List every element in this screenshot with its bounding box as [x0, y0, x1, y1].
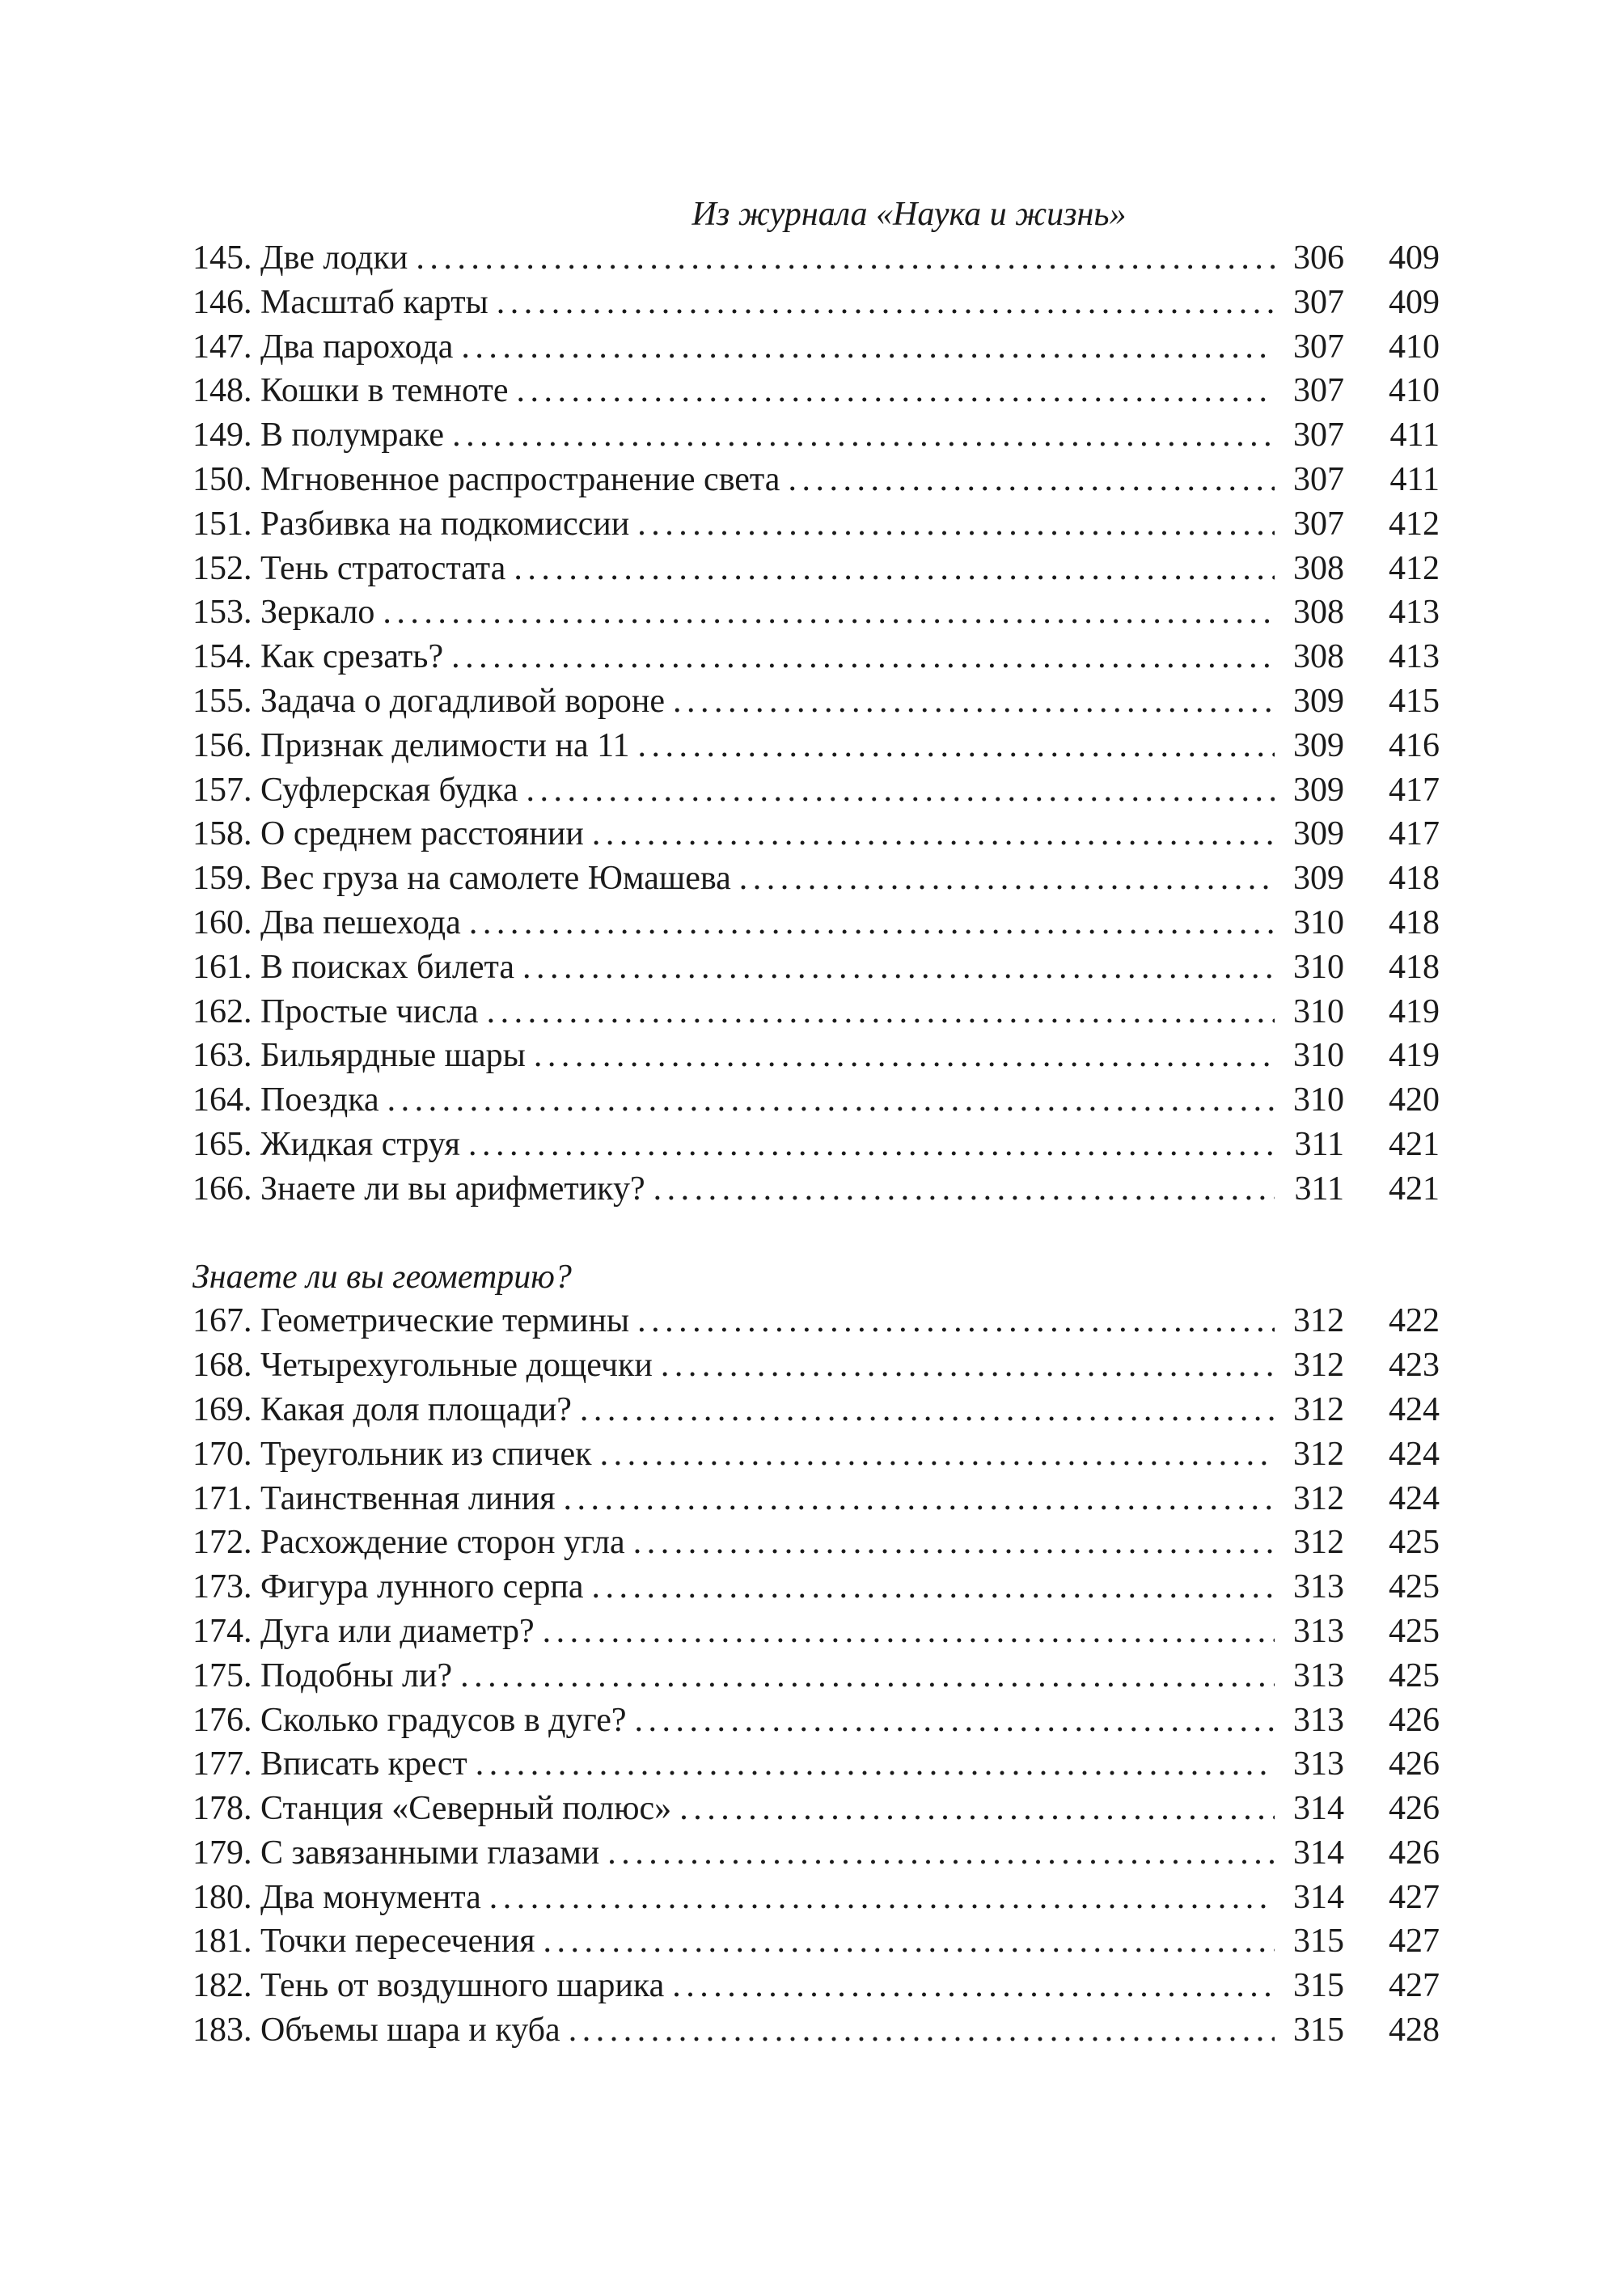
toc-entry-title: 156. Признак делимости на 11 [192, 726, 630, 764]
dot-leader [460, 1654, 1275, 1699]
toc-entry [192, 1876, 1440, 1920]
dot-leader [516, 369, 1275, 413]
toc-entry-title: 159. Вес груза на самолете Юмашева [192, 860, 731, 898]
dot-leader [672, 1964, 1275, 2008]
toc-entry-page: 310 [1293, 1081, 1344, 1119]
dot-leader [543, 1610, 1275, 1654]
toc-entry [192, 1477, 1440, 1521]
toc-entry-answer-page: 410 [1389, 328, 1440, 366]
toc-entry-title: 170. Треугольник из спичек [192, 1435, 592, 1473]
toc-entry-answer-page: 412 [1389, 505, 1440, 543]
dot-leader [607, 1831, 1275, 1876]
toc-entry-title: 176. Сколько градусов в дуге? [192, 1701, 627, 1739]
toc-entry-title: 160. Два пешехода [192, 903, 461, 941]
toc-entry-title: 177. Вписать крест [192, 1745, 467, 1783]
toc-entry-answer-page: 413 [1389, 594, 1440, 632]
toc-entry-page: 314 [1293, 1834, 1344, 1872]
toc-entry-answer-page: 424 [1389, 1435, 1440, 1473]
toc-entry-page: 310 [1293, 1037, 1344, 1075]
toc-entry-title: 182. Тень от воздушного шарика [192, 1967, 665, 2005]
dot-leader [633, 1521, 1275, 1565]
toc-entry-answer-page: 413 [1389, 638, 1440, 676]
dot-leader [661, 1343, 1275, 1388]
dot-leader [522, 946, 1275, 990]
toc-entry-answer-page: 427 [1389, 1923, 1440, 1961]
toc-entry-page: 306 [1293, 239, 1344, 277]
toc-entry-title: 180. Два монумента [192, 1878, 481, 1916]
toc-entry-answer-page: 419 [1389, 1037, 1440, 1075]
toc-entry [192, 1919, 1440, 1964]
toc-entry-title: 167. Геометрические термины [192, 1302, 630, 1340]
toc-entry-page: 312 [1293, 1479, 1344, 1517]
toc-entry-page: 307 [1293, 372, 1344, 410]
toc-entry-title: 162. Простые числа [192, 992, 479, 1030]
dot-leader [634, 1699, 1275, 1743]
toc-entry-page: 308 [1293, 549, 1344, 587]
toc-entry-title: 165. Жидкая струя [192, 1125, 460, 1163]
toc-entry-title: 150. Мгновенное распространение света [192, 460, 780, 498]
running-head: Из журнала «Наука и жизнь» [691, 196, 1127, 233]
toc-entry-answer-page: 409 [1389, 283, 1440, 321]
toc-entry-page: 313 [1293, 1612, 1344, 1650]
toc-section-geometry [192, 1299, 1440, 2053]
toc-entry [192, 679, 1440, 724]
dot-leader [637, 502, 1275, 547]
toc-entry-page: 312 [1293, 1435, 1344, 1473]
toc-entry-title: 178. Станция «Северный полюс» [192, 1790, 672, 1828]
toc-entry-title: 179. С завязанными глазами [192, 1834, 600, 1872]
toc-entry [192, 1964, 1440, 2008]
toc-entry-title: 166. Знаете ли вы арифметику? [192, 1170, 645, 1208]
section-heading: Знаете ли вы геометрию? [192, 1258, 572, 1296]
toc-entry-title: 145. Две лодки [192, 239, 408, 277]
toc-entry-answer-page: 419 [1389, 992, 1440, 1030]
toc-entry [192, 946, 1440, 990]
toc-entry-answer-page: 412 [1389, 549, 1440, 587]
toc-entry-answer-page: 422 [1389, 1302, 1440, 1340]
dot-leader [592, 1565, 1275, 1610]
dot-leader [592, 812, 1275, 857]
toc-entry-page: 307 [1293, 417, 1344, 455]
toc-entry-title: 152. Тень стратостата [192, 549, 506, 587]
toc-entry-answer-page: 417 [1389, 815, 1440, 853]
toc-entry [192, 1078, 1440, 1123]
toc-entry-answer-page: 425 [1389, 1612, 1440, 1650]
dot-leader [497, 281, 1275, 325]
toc-entry-title: 168. Четырехугольные дощечки [192, 1347, 653, 1385]
toc-entry [192, 724, 1440, 768]
toc-entry-title: 175. Подобны ли? [192, 1656, 453, 1694]
toc-entry-answer-page: 426 [1389, 1834, 1440, 1872]
toc-entry-title: 174. Дуга или диаметр? [192, 1612, 535, 1650]
toc-entry-title: 154. Как срезать? [192, 638, 444, 676]
toc-entry-answer-page: 421 [1389, 1170, 1440, 1208]
dot-leader [469, 901, 1275, 946]
toc-entry-answer-page: 426 [1389, 1745, 1440, 1783]
toc-entry-title: 146. Масштаб карты [192, 283, 488, 321]
dot-leader [543, 1919, 1275, 1964]
toc-entry-answer-page: 424 [1389, 1479, 1440, 1517]
toc-entry [192, 1432, 1440, 1477]
toc-entry-answer-page: 428 [1389, 2012, 1440, 2050]
dot-leader [534, 1034, 1275, 1078]
toc-entry-answer-page: 421 [1389, 1125, 1440, 1163]
dot-leader [788, 458, 1275, 502]
toc-entry-title: 148. Кошки в темноте [192, 372, 509, 410]
toc-entry-title: 183. Объемы шара и куба [192, 2012, 560, 2050]
toc-entry-page: 307 [1293, 328, 1344, 366]
toc-entry-title: 181. Точки пересечения [192, 1923, 535, 1961]
toc-entry [192, 369, 1440, 413]
toc-entry-page: 307 [1293, 283, 1344, 321]
dot-leader [489, 1876, 1275, 1920]
toc-entry-page: 310 [1293, 903, 1344, 941]
toc-entry-title: 173. Фигура лунного серпа [192, 1568, 584, 1606]
dot-leader [468, 1123, 1275, 1167]
toc-entry-answer-page: 411 [1389, 417, 1440, 455]
toc-entry [192, 413, 1440, 458]
toc-entry-answer-page: 416 [1389, 726, 1440, 764]
toc-entry-page: 309 [1293, 815, 1344, 853]
dot-leader [638, 724, 1275, 768]
dot-leader [653, 1167, 1275, 1212]
toc-entry-answer-page: 423 [1389, 1347, 1440, 1385]
toc-entry-page: 313 [1293, 1745, 1344, 1783]
toc-entry-page: 312 [1293, 1302, 1344, 1340]
toc-entry-page: 313 [1293, 1568, 1344, 1606]
toc-entry [192, 1123, 1440, 1167]
toc-entry-answer-page: 426 [1389, 1701, 1440, 1739]
dot-leader [487, 990, 1275, 1034]
dot-leader [569, 2008, 1275, 2053]
toc-entry-title: 158. О среднем расстоянии [192, 815, 584, 853]
toc-entry-title: 161. В поисках билета [192, 948, 514, 986]
toc-entry-page: 308 [1293, 594, 1344, 632]
toc-entry-page: 309 [1293, 860, 1344, 898]
toc-entry [192, 2008, 1440, 2053]
toc-entry-answer-page: 415 [1389, 682, 1440, 720]
dot-leader [461, 325, 1275, 370]
toc-entry-page: 310 [1293, 992, 1344, 1030]
toc-entry-page: 307 [1293, 505, 1344, 543]
dot-leader [452, 413, 1275, 458]
toc-entry [192, 1610, 1440, 1654]
toc-entry [192, 635, 1440, 679]
dot-leader [526, 768, 1275, 813]
toc-entry-page: 314 [1293, 1790, 1344, 1828]
toc-entry-title: 147. Два парохода [192, 328, 454, 366]
toc-entry [192, 1388, 1440, 1432]
toc-entry-answer-page: 409 [1389, 239, 1440, 277]
toc-entry-page: 312 [1293, 1524, 1344, 1562]
toc-section-arithmetic [192, 236, 1440, 1212]
toc-entry [192, 1565, 1440, 1610]
toc-entry [192, 1787, 1440, 1831]
toc-page [192, 192, 1440, 2053]
toc-entry-page: 310 [1293, 948, 1344, 986]
toc-entry [192, 281, 1440, 325]
toc-entry-page: 309 [1293, 771, 1344, 809]
toc-entry-answer-page: 427 [1389, 1878, 1440, 1916]
toc-entry [192, 547, 1440, 591]
dot-leader [383, 590, 1275, 635]
dot-leader [673, 679, 1275, 724]
toc-entry [192, 768, 1440, 813]
toc-entry-page: 311 [1294, 1170, 1344, 1208]
toc-entry-title: 157. Суфлерская будка [192, 771, 518, 809]
toc-entry [192, 812, 1440, 857]
toc-entry-page: 314 [1293, 1878, 1344, 1916]
toc-entry-title: 151. Разбивка на подкомиссии [192, 505, 630, 543]
toc-entry-page: 315 [1293, 1923, 1344, 1961]
toc-entry-title: 149. В полумраке [192, 417, 445, 455]
toc-entry-page: 315 [1293, 1967, 1344, 2005]
toc-entry [192, 990, 1440, 1034]
toc-entry [192, 1034, 1440, 1078]
toc-entry [192, 502, 1440, 547]
toc-entry [192, 1654, 1440, 1699]
toc-entry [192, 1521, 1440, 1565]
toc-entry-title: 163. Бильярдные шары [192, 1037, 526, 1075]
toc-entry-title: 164. Поездка [192, 1081, 379, 1119]
toc-entry-page: 309 [1293, 726, 1344, 764]
dot-leader [387, 1078, 1275, 1123]
toc-entry-title: 153. Зеркало [192, 594, 375, 632]
toc-entry-answer-page: 418 [1389, 948, 1440, 986]
toc-entry-answer-page: 424 [1389, 1390, 1440, 1428]
toc-entry-answer-page: 425 [1389, 1568, 1440, 1606]
dot-leader [580, 1388, 1275, 1432]
toc-entry-page: 307 [1293, 460, 1344, 498]
toc-entry [192, 1742, 1440, 1787]
toc-entry [192, 325, 1440, 370]
toc-entry-title: 172. Расхождение сторон угла [192, 1524, 625, 1562]
toc-entry-page: 312 [1293, 1347, 1344, 1385]
dot-leader [564, 1477, 1275, 1521]
toc-entry-title: 169. Какая доля площади? [192, 1390, 572, 1428]
toc-entry-answer-page: 426 [1389, 1790, 1440, 1828]
dot-leader [451, 635, 1275, 679]
dot-leader [476, 1742, 1275, 1787]
toc-entry-answer-page: 420 [1389, 1081, 1440, 1119]
toc-entry [192, 236, 1440, 281]
dot-leader [739, 857, 1275, 901]
toc-entry-page: 308 [1293, 638, 1344, 676]
toc-entry [192, 1831, 1440, 1876]
toc-entry [192, 458, 1440, 502]
toc-entry-answer-page: 417 [1389, 771, 1440, 809]
toc-entry-page: 315 [1293, 2012, 1344, 2050]
toc-entry-answer-page: 418 [1389, 860, 1440, 898]
toc-entry-answer-page: 410 [1389, 372, 1440, 410]
toc-entry-title: 155. Задача о догадливой вороне [192, 682, 666, 720]
toc-entry-answer-page: 418 [1389, 903, 1440, 941]
dot-leader [600, 1432, 1275, 1477]
toc-entry [192, 1299, 1440, 1343]
toc-entry-answer-page: 425 [1389, 1656, 1440, 1694]
toc-entry [192, 901, 1440, 946]
toc-entry-answer-page: 427 [1389, 1967, 1440, 2005]
toc-entry [192, 1699, 1440, 1743]
toc-entry [192, 590, 1440, 635]
dot-leader [514, 547, 1275, 591]
section-spacer [192, 1212, 1440, 1255]
toc-entry [192, 857, 1440, 901]
dot-leader [416, 236, 1275, 281]
dot-leader [637, 1299, 1275, 1343]
toc-entry-page: 311 [1294, 1125, 1344, 1163]
toc-entry-page: 313 [1293, 1656, 1344, 1694]
dot-leader [679, 1787, 1275, 1831]
toc-entry-answer-page: 425 [1389, 1524, 1440, 1562]
toc-entry-page: 312 [1293, 1390, 1344, 1428]
toc-entry-page: 309 [1293, 682, 1344, 720]
toc-entry-title: 171. Таинственная линия [192, 1479, 556, 1517]
toc-entry [192, 1167, 1440, 1212]
toc-entry-answer-page: 411 [1389, 460, 1440, 498]
toc-entry [192, 1343, 1440, 1388]
toc-entry-page: 313 [1293, 1701, 1344, 1739]
